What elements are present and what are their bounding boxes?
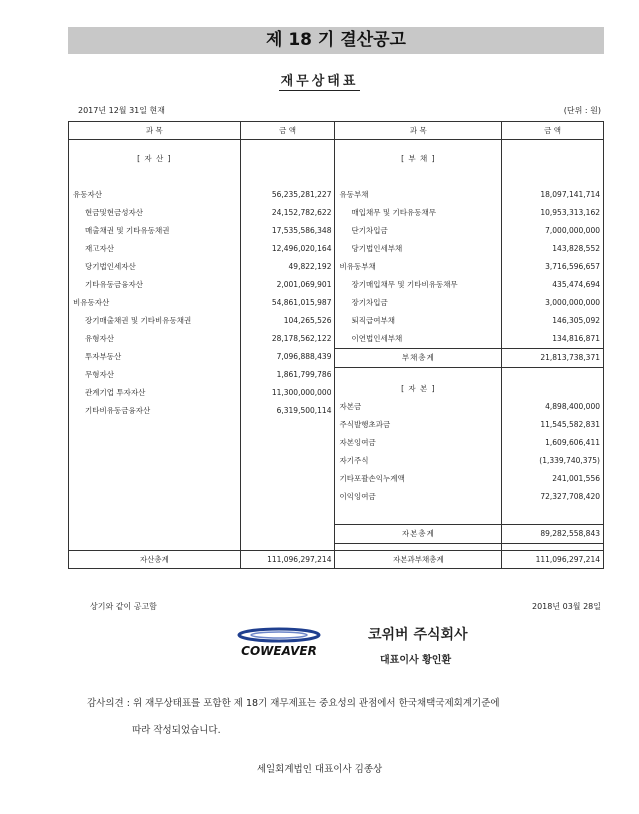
- asset-item-amount: 54,861,015,987: [271, 298, 332, 307]
- equity-total-label: 자본총계: [335, 524, 501, 544]
- asset-item-amount: 24,152,782,622: [271, 208, 332, 217]
- liability-item-amount: 3,716,596,657: [545, 262, 600, 271]
- statement-date: 2017년 12월 31일 현재: [78, 106, 165, 115]
- unit-label: (단위 : 원): [563, 106, 601, 115]
- liability-item-label: 비유동부채: [339, 262, 376, 271]
- liability-item-amount: 134,816,871: [552, 334, 600, 343]
- liability-item-amount: 10,953,313,162: [540, 208, 600, 217]
- asset-item-amount: 2,001,069,901: [276, 280, 332, 289]
- asset-item-label: 무형자산: [85, 370, 114, 379]
- audit-opinion-line2: 따라 작성되었습니다.: [132, 725, 221, 736]
- liability-item-amount: 18,097,141,714: [540, 190, 600, 199]
- asset-item-label: 유형자산: [85, 334, 114, 343]
- header-account-assets: 과 목: [69, 122, 241, 140]
- liability-item-amount: 7,000,000,000: [545, 226, 600, 235]
- liability-item-amount: 143,828,552: [552, 244, 600, 253]
- equity-total-amount: 89,282,558,843: [502, 524, 603, 544]
- asset-item-label: 재고자산: [85, 244, 114, 253]
- header-amount-assets: 금 액: [240, 122, 335, 140]
- asset-item-label: 매출채권 및 기타유동채권: [85, 226, 170, 235]
- asset-item-amount: 1,861,799,786: [276, 370, 332, 379]
- equity-item-label: 기타포괄손익누계액: [339, 474, 405, 483]
- liability-item-label: 장기매입채무 및 기타비유동채무: [351, 280, 458, 289]
- equity-item-label: 주식발행초과금: [339, 420, 391, 429]
- equity-item-label: 자본금: [339, 402, 362, 411]
- audit-opinion-line1: 감사의견 : 위 재무상태표를 포함한 제 18기 재무제표는 중요성의 관점에서 한국채택국제회계기준에: [87, 698, 500, 709]
- liability-item-label: 매입채무 및 기타유동채무: [351, 208, 436, 217]
- asset-item-amount: 49,822,192: [288, 262, 332, 271]
- liab-equity-total-label: 자본과부채총계: [335, 551, 502, 569]
- liability-item-label: 당기법인세부채: [351, 244, 403, 253]
- asset-item-label: 투자부동산: [85, 352, 122, 361]
- equity-item-amount: 4,898,400,000: [545, 402, 600, 411]
- svg-text:COWEAVER: COWEAVER: [241, 644, 317, 658]
- asset-item-label: 비유동자산: [73, 298, 110, 307]
- asset-item-amount: 104,265,526: [283, 316, 332, 325]
- asset-item-amount: 56,235,281,227: [271, 190, 332, 199]
- equity-item-label: 이익잉여금: [339, 492, 376, 501]
- statement-title: 재무상태표: [280, 74, 359, 89]
- asset-item-label: 장기매출채권 및 기타비유동채권: [85, 316, 192, 325]
- liability-item-amount: 146,305,092: [552, 316, 600, 325]
- asset-item-label: 유동자산: [73, 190, 102, 199]
- auditor-signature: 세일회계법인 대표이사 김종상: [256, 764, 383, 775]
- asset-item-amount: 6,319,500,114: [276, 406, 332, 415]
- notice-title: 제 18 기 결산공고: [68, 27, 604, 54]
- liability-item-label: 이연법인세부채: [351, 334, 403, 343]
- asset-item-label: 기타비유동금융자산: [85, 406, 151, 415]
- assets-section-title: [ 자 산 ]: [137, 154, 172, 163]
- equity-item-amount: 72,327,708,420: [540, 492, 600, 501]
- equity-item-amount: 241,001,556: [552, 474, 600, 483]
- company-name: 코위버 주식회사: [368, 627, 468, 643]
- assets-total-label: 자산총계: [69, 551, 241, 569]
- asset-item-label: 기타유동금융자산: [85, 280, 143, 289]
- liabilities-amount-column: [502, 140, 604, 551]
- asset-item-amount: 17,535,586,348: [271, 226, 332, 235]
- equity-section-title: [ 자 본 ]: [401, 384, 436, 393]
- liability-item-amount: 435,474,694: [552, 280, 600, 289]
- totals-row: [69, 551, 604, 569]
- liabilities-section-title: [ 부 채 ]: [401, 154, 436, 163]
- liability-item-label: 유동부채: [339, 190, 369, 199]
- assets-amount-column: [240, 140, 335, 551]
- coweaver-logo: [226, 622, 332, 662]
- liabilities-total-label: 부채총계: [335, 348, 501, 368]
- liability-item-label: 단기차입금: [351, 226, 388, 235]
- header-account-liabilities: 과 목: [335, 122, 502, 140]
- notice-statement: 상기와 같이 공고함: [90, 602, 157, 611]
- assets-total-amount: 111,096,297,214: [240, 551, 335, 569]
- header-amount-liabilities: 금 액: [502, 122, 604, 140]
- asset-item-amount: 28,178,562,122: [271, 334, 332, 343]
- asset-item-label: 당기법인세자산: [85, 262, 136, 271]
- liab-equity-total-amount: 111,096,297,214: [502, 551, 604, 569]
- liability-item-label: 장기차입금: [351, 298, 388, 307]
- asset-item-label: 관계기업 투자자산: [85, 388, 146, 397]
- ceo-name: 대표이사 황인환: [380, 655, 452, 666]
- asset-item-amount: 11,300,000,000: [271, 388, 332, 397]
- liability-item-label: 퇴직급여부채: [351, 316, 395, 325]
- equity-item-amount: (1,339,740,375): [539, 456, 600, 465]
- asset-item-amount: 7,096,888,439: [276, 352, 332, 361]
- asset-item-label: 현금및현금성자산: [85, 208, 143, 217]
- equity-item-label: 자기주식: [339, 456, 369, 465]
- liabilities-total-amount: 21,813,738,371: [502, 348, 603, 368]
- equity-item-amount: 1,609,606,411: [545, 438, 600, 447]
- equity-item-label: 자본잉여금: [339, 438, 376, 447]
- liabilities-label-column: [335, 140, 502, 551]
- notice-date: 2018년 03월 28일: [532, 602, 601, 611]
- asset-item-amount: 12,496,020,164: [271, 244, 332, 253]
- equity-item-amount: 11,545,582,831: [540, 420, 600, 429]
- assets-label-column: [69, 140, 241, 551]
- balance-sheet-table: [68, 121, 604, 569]
- table-header-row: [69, 122, 604, 140]
- liability-item-amount: 3,000,000,000: [545, 298, 600, 307]
